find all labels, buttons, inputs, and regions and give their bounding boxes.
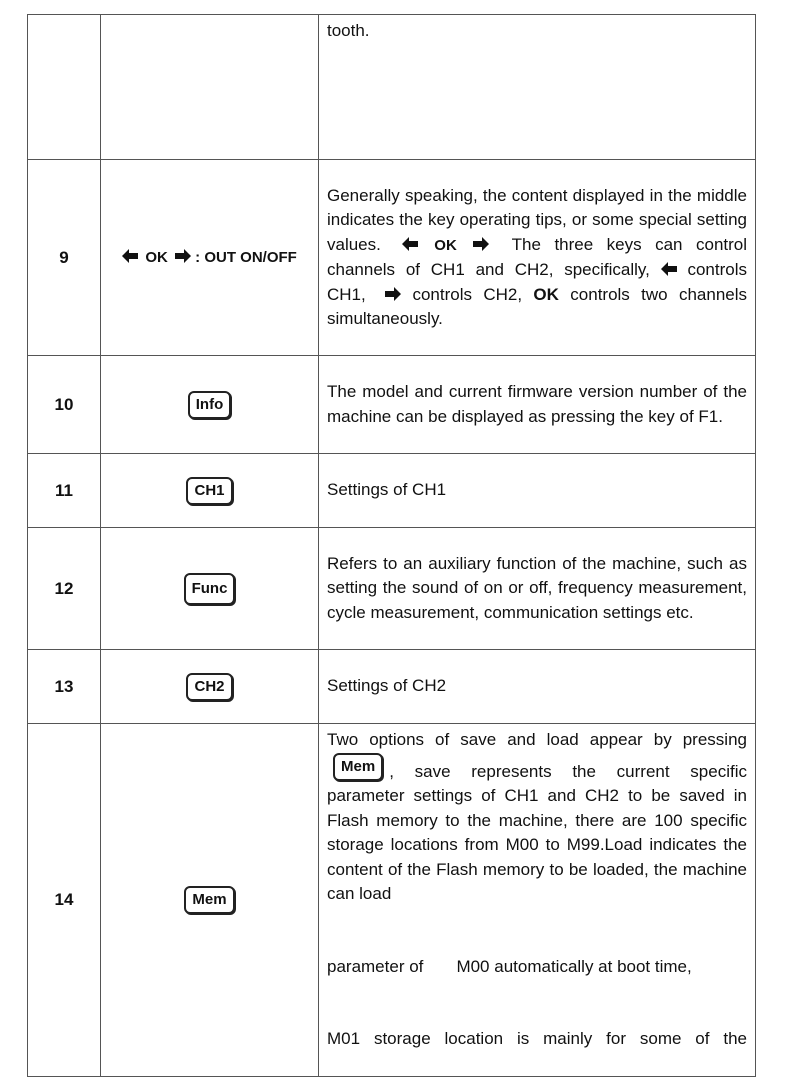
table-row xyxy=(28,724,756,1077)
description-text: The model and current firmware version number of the machine can be displayed as pressing the key of F1. xyxy=(327,382,747,426)
key-cell xyxy=(101,650,319,724)
description-text: controls CH2, xyxy=(412,284,523,304)
description-cell xyxy=(319,454,756,528)
key-function-table xyxy=(27,14,756,1077)
ch1-key-icon: CH1 xyxy=(186,477,232,505)
description-text: controls two channels simultaneously. xyxy=(327,284,748,328)
description-cell xyxy=(319,15,756,160)
description-text: , save represents the current specific parameter settings of CH1 and CH2 to be saved in Flash memory to the machine, there are 100 specific storage locations from M00 to M99.Load indicates the content of the Flash memory to be loaded, the machine can load xyxy=(327,761,747,903)
description-text: Two options of save and load appear by pressing xyxy=(327,730,747,749)
key-cell xyxy=(101,15,319,160)
description-cell xyxy=(319,724,756,1077)
description-text: controls CH1, xyxy=(327,260,747,304)
description-text: M01 storage location is mainly for some of the xyxy=(327,1029,747,1048)
description-cell xyxy=(319,160,756,356)
right-arrow-icon xyxy=(473,237,489,251)
func-key-icon: Func xyxy=(184,573,236,605)
key-cell xyxy=(101,356,319,454)
table-row xyxy=(28,454,756,528)
description-text: Refers to an auxiliary function of the machine, such as setting the sound of on or off, frequency measurement, cycle measurement, communication settings etc. xyxy=(327,553,747,622)
ok-key-label: OK xyxy=(434,236,457,254)
ok-key-label: OK xyxy=(145,248,168,266)
table-row xyxy=(28,528,756,650)
row-number: 12 xyxy=(28,528,101,650)
description-cell xyxy=(319,356,756,454)
description-text: The three keys can control channels of CH1 and CH2, specifically, xyxy=(327,234,748,279)
right-arrow-icon xyxy=(385,287,401,301)
row-number xyxy=(28,15,101,160)
left-arrow-icon xyxy=(402,237,418,251)
table-row xyxy=(28,160,756,356)
description-text: Settings of CH2 xyxy=(327,676,447,696)
ok-arrow-keys xyxy=(402,237,501,254)
row-number: 13 xyxy=(28,650,101,724)
spacer xyxy=(327,979,747,1027)
table-row xyxy=(28,15,756,160)
info-key-icon: Info xyxy=(188,391,232,419)
row-number: 14 xyxy=(28,724,101,1077)
key-cell xyxy=(101,724,319,1077)
row-number: 9 xyxy=(28,160,101,356)
mem-key-icon: Mem xyxy=(184,886,234,914)
mem-key-icon: Mem xyxy=(333,753,383,781)
ch2-key-icon: CH2 xyxy=(186,673,232,701)
description-text: Generally speaking, the content displayed in the middle indicates the key operating tips, or some special setting values. xyxy=(327,185,747,254)
out-on-off-label: : OUT ON/OFF xyxy=(195,248,297,266)
row-number: 10 xyxy=(28,356,101,454)
ok-arrow-keys xyxy=(122,249,297,266)
ok-bold-text: OK xyxy=(533,284,559,304)
key-cell xyxy=(101,528,319,650)
key-cell xyxy=(101,160,319,356)
description-text: tooth. xyxy=(327,21,370,40)
description-cell xyxy=(319,528,756,650)
spacer xyxy=(327,907,747,955)
left-arrow-icon xyxy=(122,249,138,263)
description-cell xyxy=(319,650,756,724)
row-number: 11 xyxy=(28,454,101,528)
key-cell xyxy=(101,454,319,528)
table-row xyxy=(28,650,756,724)
description-text: parameter of M00 automatically at boot time, xyxy=(327,956,692,976)
left-arrow-icon xyxy=(661,262,677,276)
description-text: Settings of CH1 xyxy=(327,480,447,500)
right-arrow-icon xyxy=(175,249,191,263)
table-row xyxy=(28,356,756,454)
